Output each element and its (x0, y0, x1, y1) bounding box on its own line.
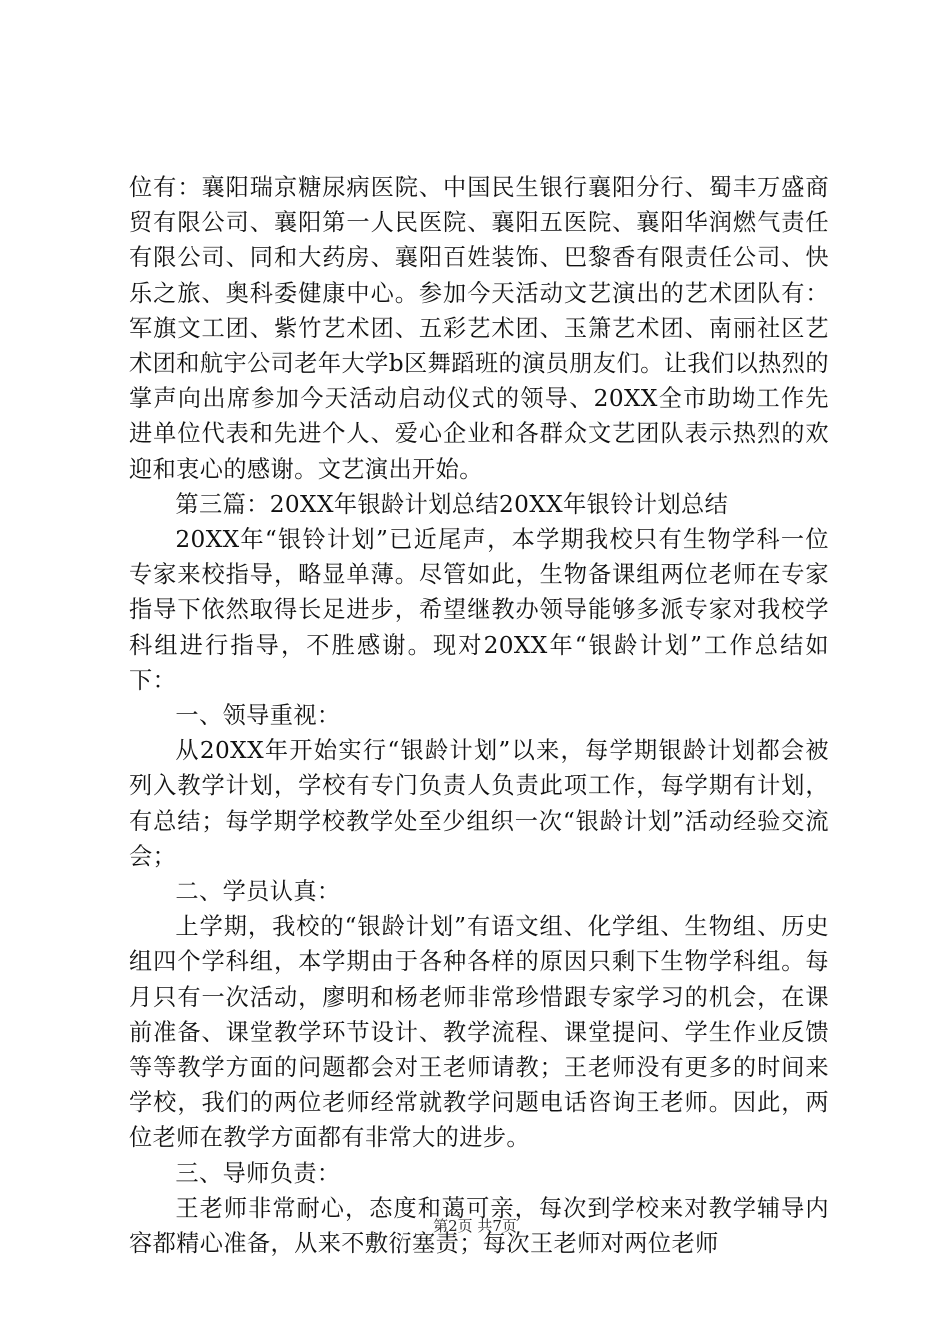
paragraph-continuation: 位有：襄阳瑞京糖尿病医院、中国民生银行襄阳分行、蜀丰万盛商贸有限公司、襄阳第一人民医院、襄阳五医院、襄阳华润燃气责任有限公司、同和大药房、襄阳百姓装饰、巴黎香有限责任公司、快乐之旅、奥科委健康中心。参加今天活动文艺演出的艺术团队有：军旗文工团、紫竹艺术团、五彩艺术团、玉箫艺术团、南丽社区艺术团和航宇公司老年大学b区舞蹈班的演员朋友们。让我们以热烈的掌声向出席参加今天活动启动仪式的领导、20XX全市助坳工作先进单位代表和先进个人、爱心企业和各群众文艺团队表示热烈的欢迎和衷心的感谢。文艺演出开始。 (129, 174, 829, 483)
page-number: 第2页 共7页 (433, 1217, 517, 1235)
subheading-students: 二、学员认真： (175, 878, 341, 906)
subheading-mentor: 三、导师负责： (175, 1159, 341, 1187)
paragraph-intro: 20XX年“银铃计划”已近尾声，本学期我校只有生物学科一位专家来校指导，略显单薄。尽管如此，生物备课组两位老师在专家指导下依然取得长足进步，希望继教办领导能够多派专家对我校学科组进行指导，不胜感谢。现对20XX年“银龄计划”工作总结如下： (129, 526, 829, 694)
paragraph-mentor: 王老师非常耐心，态度和蔼可亲，每次到学校来对教学辅导内容都精心准备，从来不敷衍塞责；每次王老师对两位老师 (129, 1194, 829, 1258)
paragraph-students: 上学期，我校的“银龄计划”有语文组、化学组、生物组、历史组四个学科组，本学期由于各种各样的原因只剩下生物学科组。每月只有一次活动，廖明和杨老师非常珍惜跟专家学习的机会，在课前准备、课堂教学环节设计、教学流程、课堂提问、学生作业反馈等等教学方面的问题都会对王老师请教；王老师没有更多的时间来学校，我们的两位老师经常就教学问题电话咨询王老师。因此，两位老师在教学方面都有非常大的进步。 (129, 913, 829, 1152)
paragraph-leadership: 从20XX年开始实行“银龄计划”以来，每学期银龄计划都会被列入教学计划，学校有专门负责人负责此项工作，每学期有计划，有总结；每学期学校教学处至少组织一次“银龄计划”活动经验交流会； (129, 737, 829, 870)
section-heading-third-article: 第三篇：20XX年银龄计划总结20XX年银铃计划总结 (175, 490, 729, 518)
document-body (129, 170, 829, 1261)
subheading-leadership: 一、领导重视： (175, 702, 341, 730)
